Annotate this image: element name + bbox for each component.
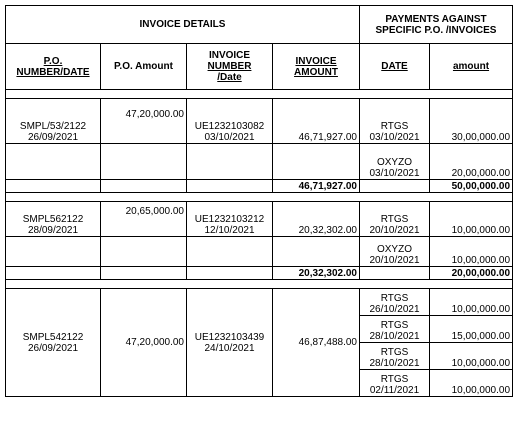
- total-paid-amount: 20,00,000.00: [430, 267, 513, 280]
- payment-date: 20/10/2021: [369, 225, 420, 236]
- empty-cell: [6, 237, 101, 267]
- col-header-po-amount: P.O. Amount: [101, 44, 187, 90]
- empty-cell: [187, 144, 273, 180]
- payment-mode: RTGS: [380, 374, 409, 385]
- payment-mode: RTGS: [380, 214, 409, 225]
- empty-cell: [187, 237, 273, 267]
- payment-date: 02/11/2021: [369, 385, 420, 396]
- empty-cell: [101, 267, 187, 280]
- total-invoice-amount: 46,71,927.00: [273, 180, 360, 193]
- col-header-invoice-number-line3: /Date: [217, 72, 242, 83]
- payment-date-cell: [360, 316, 430, 343]
- col-header-invoice-number: [187, 44, 273, 90]
- invoice-date: 12/10/2021: [204, 225, 255, 236]
- po-date: 26/09/2021: [27, 342, 79, 354]
- payment-date: 20/10/2021: [369, 255, 420, 266]
- col-header-amount: amount: [430, 44, 513, 90]
- payment-mode: RTGS: [380, 293, 409, 304]
- invoice-amount: 20,32,302.00: [273, 202, 360, 237]
- col-header-invoice-number-line2: NUMBER: [207, 61, 252, 72]
- payment-mode: RTGS: [380, 320, 409, 331]
- invoice-details-header: INVOICE DETAILS: [6, 6, 360, 44]
- invoice-number: UE1232103439: [194, 331, 265, 343]
- payment-amount: 20,00,000.00: [430, 144, 513, 180]
- payment-amount: 15,00,000.00: [430, 316, 513, 343]
- empty-cell: [360, 267, 430, 280]
- invoice-number: UE1232103082: [194, 121, 265, 132]
- payment-amount: 10,00,000.00: [430, 237, 513, 267]
- payment-date-cell: [360, 144, 430, 180]
- po-amount: 47,20,000.00: [101, 99, 187, 144]
- payment-date-cell: [360, 289, 430, 316]
- po-number: SMPL/53/2122: [19, 121, 87, 132]
- invoice-payment-table: [5, 5, 513, 397]
- payment-amount: 30,00,000.00: [430, 99, 513, 144]
- payments-header: PAYMENTS AGAINST SPECIFIC P.O. /INVOICES: [360, 6, 513, 44]
- table-row: [6, 237, 513, 267]
- payment-date: 26/10/2021: [369, 304, 420, 315]
- po-amount: 20,65,000.00: [101, 202, 187, 237]
- payment-amount: 10,00,000.00: [430, 289, 513, 316]
- invoice-amount: 46,87,488.00: [273, 289, 360, 397]
- total-invoice-amount: 20,32,302.00: [273, 267, 360, 280]
- invoice-amount: 46,71,927.00: [273, 99, 360, 144]
- payment-mode: RTGS: [380, 347, 409, 358]
- invoice-date: 24/10/2021: [204, 342, 255, 354]
- invoice-date: 03/10/2021: [204, 132, 255, 143]
- invoice-cell: [187, 289, 273, 397]
- empty-cell: [187, 267, 273, 280]
- payment-mode: RTGS: [380, 121, 409, 132]
- payment-date-cell: [360, 202, 430, 237]
- col-header-invoice-amount: INVOICE AMOUNT: [273, 44, 360, 90]
- empty-cell: [6, 144, 101, 180]
- invoice-cell: [187, 99, 273, 144]
- payment-date: 03/10/2021: [369, 132, 420, 143]
- table-row: [6, 289, 513, 316]
- po-date: 28/09/2021: [27, 225, 79, 236]
- total-row: [6, 180, 513, 193]
- payment-date: 28/10/2021: [369, 331, 420, 342]
- col-header-po: P.O. NUMBER/DATE: [6, 44, 101, 90]
- col-header-invoice-number-line1: INVOICE: [208, 50, 251, 61]
- empty-cell: [6, 267, 101, 280]
- po-cell: [6, 99, 101, 144]
- empty-cell: [101, 237, 187, 267]
- payment-date-cell: [360, 343, 430, 370]
- empty-cell: [101, 144, 187, 180]
- payment-amount: 10,00,000.00: [430, 202, 513, 237]
- table-row: [6, 99, 513, 144]
- invoice-cell: [187, 202, 273, 237]
- po-cell: [6, 289, 101, 397]
- po-cell: [6, 202, 101, 237]
- table-row: [6, 202, 513, 237]
- payment-mode: OXYZO: [376, 157, 412, 168]
- payment-mode: OXYZO: [376, 244, 412, 255]
- col-header-date: DATE: [360, 44, 430, 90]
- invoice-number: UE1232103212: [194, 214, 265, 225]
- spacer-row: [6, 193, 513, 202]
- payment-date-cell: [360, 99, 430, 144]
- spacer-row: [6, 280, 513, 289]
- total-paid-amount: 50,00,000.00: [430, 180, 513, 193]
- payment-amount: 10,00,000.00: [430, 370, 513, 397]
- payment-amount: 10,00,000.00: [430, 343, 513, 370]
- empty-cell: [187, 180, 273, 193]
- spacer-row: [6, 90, 513, 99]
- empty-cell: [360, 180, 430, 193]
- empty-cell: [101, 180, 187, 193]
- payment-date-cell: [360, 370, 430, 397]
- payment-date-cell: [360, 237, 430, 267]
- table-row: [6, 144, 513, 180]
- empty-cell: [6, 180, 101, 193]
- empty-cell: [273, 144, 360, 180]
- po-date: 26/09/2021: [27, 132, 79, 143]
- po-number: SMPL562122: [22, 214, 84, 225]
- empty-cell: [273, 237, 360, 267]
- payment-date: 03/10/2021: [369, 168, 420, 179]
- po-number: SMPL542122: [22, 331, 84, 343]
- payment-date: 28/10/2021: [369, 358, 420, 369]
- po-amount: 47,20,000.00: [101, 289, 187, 397]
- total-row: [6, 267, 513, 280]
